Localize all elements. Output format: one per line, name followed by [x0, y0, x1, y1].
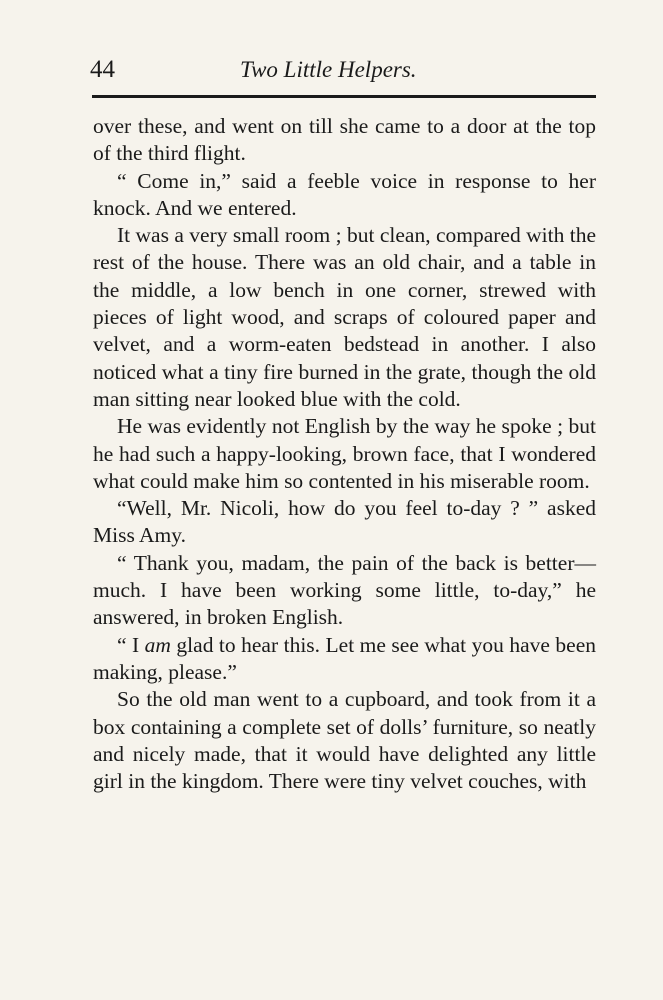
paragraph [93, 632, 596, 687]
text-segment: “Well, Mr. Nicoli, how do you feel to-day ? ” asked Miss Amy. [93, 496, 596, 548]
text-segment: He was evidently not English by the way he spoke ; but he had such a happy-looking, brown face, that I wondered what could make him so contented in his miserable room. [93, 414, 596, 493]
text-segment: glad to hear this. Let me see what you have been making, please.” [93, 632, 596, 684]
text-segment: “ Come in,” said a feeble voice in response to her knock. And we entered. [93, 168, 596, 220]
paragraph [93, 168, 596, 223]
running-title: Two Little Helpers. [240, 57, 417, 82]
text-segment: over these, and went on till she came to a door at the top of the third flight. [93, 114, 596, 166]
paragraph [93, 686, 596, 795]
header-rule [92, 95, 596, 98]
paragraph [93, 113, 596, 168]
text-segment: “ Thank you, madam, the pain of the back is better—much. I have been working some little, to-day,” he answered, in broken English. [93, 550, 596, 630]
paragraph [93, 222, 596, 413]
paragraph [93, 495, 596, 550]
paragraph [93, 413, 596, 495]
page-number: 44 [90, 56, 115, 83]
text-segment: “ I [117, 632, 145, 657]
page-header [90, 54, 596, 86]
paragraph [93, 550, 596, 632]
text-segment: It was a very small room ; but clean, compared with the rest of the house. There was an old chair, and a table in the middle, a low bench in one corner, strewed with pieces of light wood, and scraps of coloured paper and velvet, and a worm-eaten bedstead in another. I also noticed what a tiny fire burned in the grate, though the old man sitting near looked blue with the cold. [93, 223, 596, 411]
body-text [93, 113, 596, 795]
text-segment: So the old man went to a cupboard, and took from it a box containing a complete set of dolls’ furniture, so neatly and nicely made, that it would have delighted any little girl in the kingdom. There were tiny velvet couches, with [93, 687, 596, 794]
italic-text: am [144, 632, 171, 657]
